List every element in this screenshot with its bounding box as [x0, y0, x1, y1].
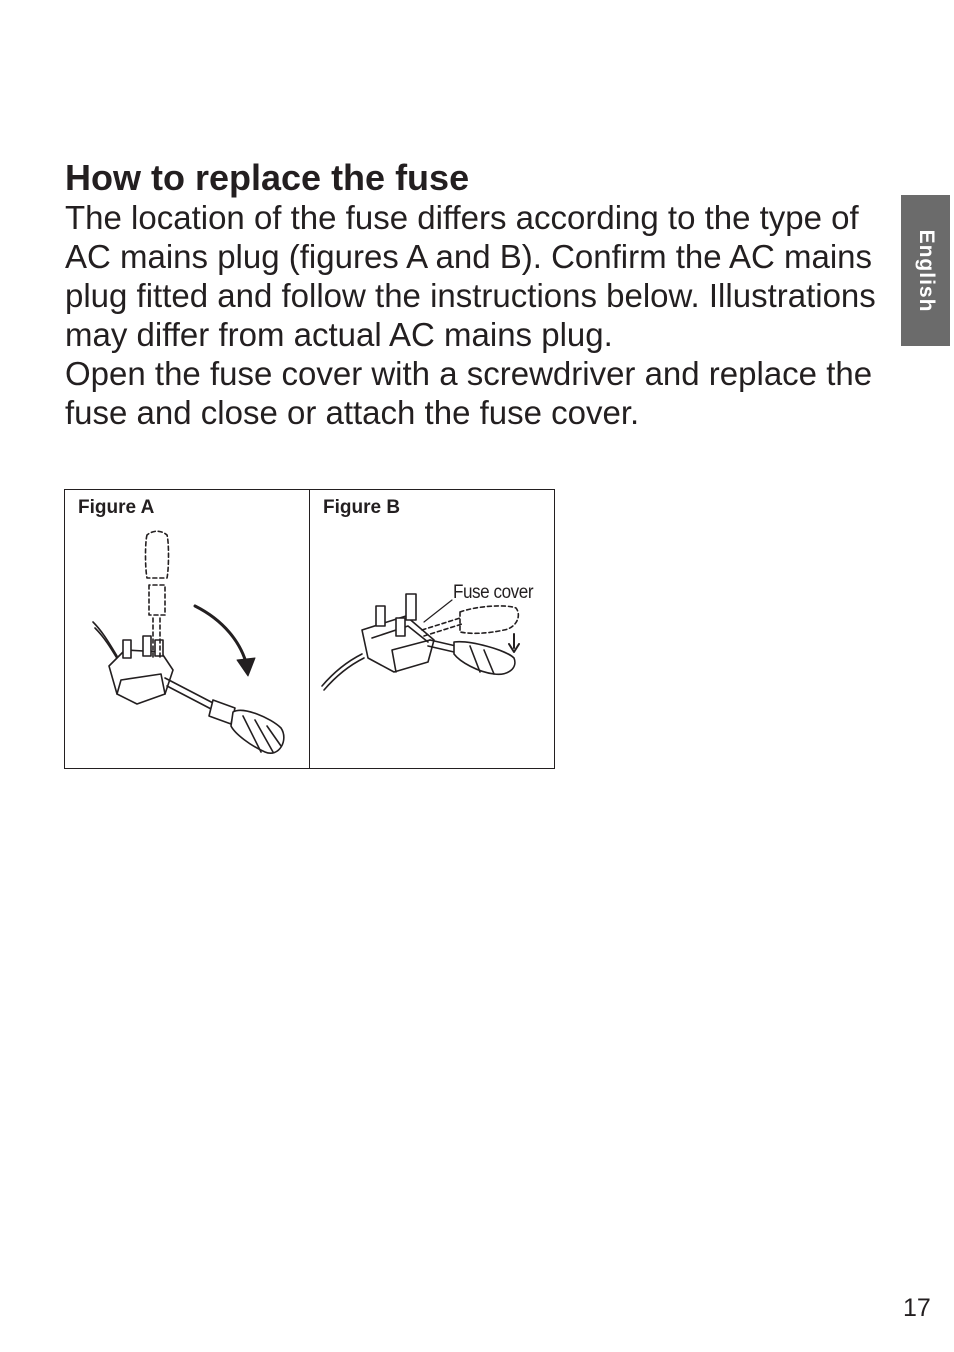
figure-b-label: Figure B — [323, 497, 401, 518]
figure-panel — [64, 489, 555, 769]
figure-a — [65, 490, 309, 768]
figure-b — [309, 490, 554, 768]
language-tab — [901, 195, 950, 346]
paragraph-fuse-location: The location of the fuse differs according to the type of AC mains plug (figures A and B). Confirm the AC mains plug fitted and follow the instructions below. Illustrations may differ from actual AC mains plug. — [65, 199, 876, 353]
instructions-text — [65, 198, 895, 432]
paragraph-replace-steps: Open the fuse cover with a screwdriver and replace the fuse and close or attach the fuse cover. — [65, 355, 873, 431]
plug-screwdriver-illustration-a — [65, 490, 309, 768]
figure-a-label: Figure A — [78, 497, 155, 518]
language-tab-label: English — [914, 229, 938, 312]
section-heading: How to replace the fuse — [65, 157, 470, 198]
plug-screwdriver-illustration-b — [310, 490, 554, 768]
page-number: 17 — [903, 1294, 931, 1322]
fuse-cover-callout: Fuse cover — [453, 582, 534, 603]
